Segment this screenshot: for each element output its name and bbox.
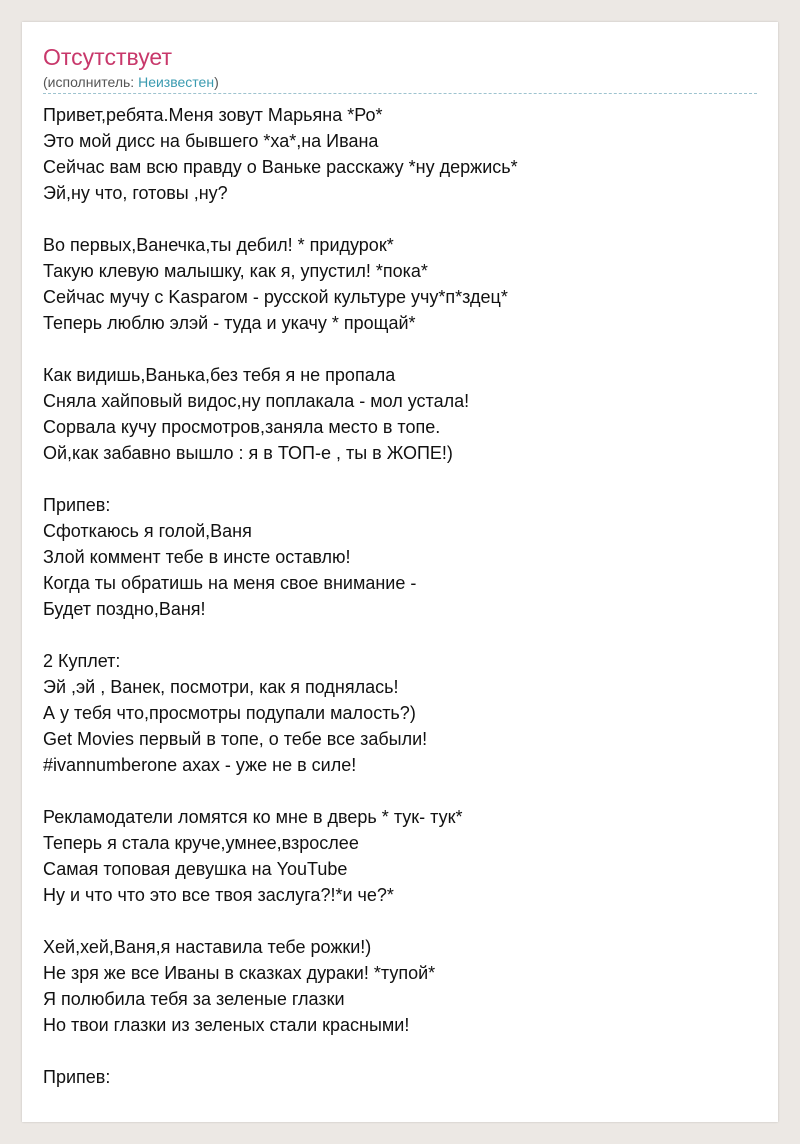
lyrics-line: Припев: bbox=[43, 1067, 111, 1087]
lyrics-line: Сфоткаюсь я голой,Ваня bbox=[43, 521, 252, 541]
lyrics-line: Хей,хей,Ваня,я наставила тебе рожки!) bbox=[43, 937, 372, 957]
lyrics-line: Сняла хайповый видос,ну поплакала - мол устала! bbox=[43, 391, 470, 411]
lyrics-line: Get Movies первый в топе, о тебе все забыли! bbox=[43, 729, 428, 749]
lyrics-line: Не зря же все Иваны в сказках дураки! *тупой* bbox=[43, 963, 436, 983]
lyrics-line: Такую клевую малышку, как я, упустил! *пока* bbox=[43, 261, 428, 281]
lyrics-stanza bbox=[43, 232, 757, 336]
lyrics-stanza bbox=[43, 1064, 757, 1090]
lyrics-line: Сейчас вам всю правду о Ваньке расскажу *ну держись* bbox=[43, 157, 518, 177]
lyrics-line: Сейчас мучу с Kasparом - русской культуре учу*п*здец* bbox=[43, 287, 508, 307]
artist-line bbox=[43, 73, 219, 91]
lyrics-stanza bbox=[43, 804, 757, 908]
lyrics-line: Будет поздно,Ваня! bbox=[43, 599, 206, 619]
lyrics-stanza bbox=[43, 934, 757, 1038]
lyrics-line: Теперь я стала круче,умнее,взрослее bbox=[43, 833, 359, 853]
lyrics-line: Во первых,Ванечка,ты дебил! * придурок* bbox=[43, 235, 394, 255]
lyrics-line: Ой,как забавно вышло : я в ТОП-е , ты в ЖОПЕ!) bbox=[43, 443, 453, 463]
artist-prefix: (исполнитель: bbox=[43, 74, 139, 90]
lyrics-line: Самая топовая девушка на YouTube bbox=[43, 859, 348, 879]
artist-suffix: ) bbox=[214, 74, 219, 90]
lyrics-line: Но твои глазки из зеленых стали красными! bbox=[43, 1015, 410, 1035]
lyrics-body bbox=[43, 102, 757, 1116]
lyrics-stanza bbox=[43, 492, 757, 622]
lyrics-line: Теперь люблю элэй - туда и укачу * прощай* bbox=[43, 313, 416, 333]
lyrics-line: Эй,ну что, готовы ,ну? bbox=[43, 183, 228, 203]
lyrics-line: Рекламодатели ломятся ко мне в дверь * тук- тук* bbox=[43, 807, 463, 827]
lyrics-line: #ivannumberone ахах - уже не в силе! bbox=[43, 755, 357, 775]
lyrics-line: А у тебя что,просмотры подупали малость?) bbox=[43, 703, 416, 723]
title-divider bbox=[43, 93, 757, 94]
lyrics-line: Сорвала кучу просмотров,заняла место в топе. bbox=[43, 417, 441, 437]
artist-link[interactable]: Неизвестен bbox=[138, 74, 215, 90]
lyrics-stanza bbox=[43, 102, 757, 206]
song-title: Отсутствует bbox=[43, 44, 172, 70]
lyrics-line: Как видишь,Ванька,без тебя я не пропала bbox=[43, 365, 396, 385]
lyrics-line: Я полюбила тебя за зеленые глазки bbox=[43, 989, 345, 1009]
lyrics-line: Это мой дисс на бывшего *ха*,на Ивана bbox=[43, 131, 379, 151]
lyrics-line: Эй ,эй , Ванек, посмотри, как я поднялась! bbox=[43, 677, 399, 697]
lyrics-line: Припев: bbox=[43, 495, 111, 515]
lyrics-line: Привет,ребята.Меня зовут Марьяна *Ро* bbox=[43, 105, 383, 125]
lyrics-stanza bbox=[43, 648, 757, 778]
lyrics-card bbox=[22, 22, 778, 1122]
lyrics-line: Когда ты обратишь на меня свое внимание - bbox=[43, 573, 417, 593]
lyrics-stanza bbox=[43, 362, 757, 466]
lyrics-line: 2 Куплет: bbox=[43, 651, 121, 671]
lyrics-line: Ну и что что это все твоя заслуга?!*и че?* bbox=[43, 885, 394, 905]
lyrics-line: Злой коммент тебе в инсте оставлю! bbox=[43, 547, 351, 567]
